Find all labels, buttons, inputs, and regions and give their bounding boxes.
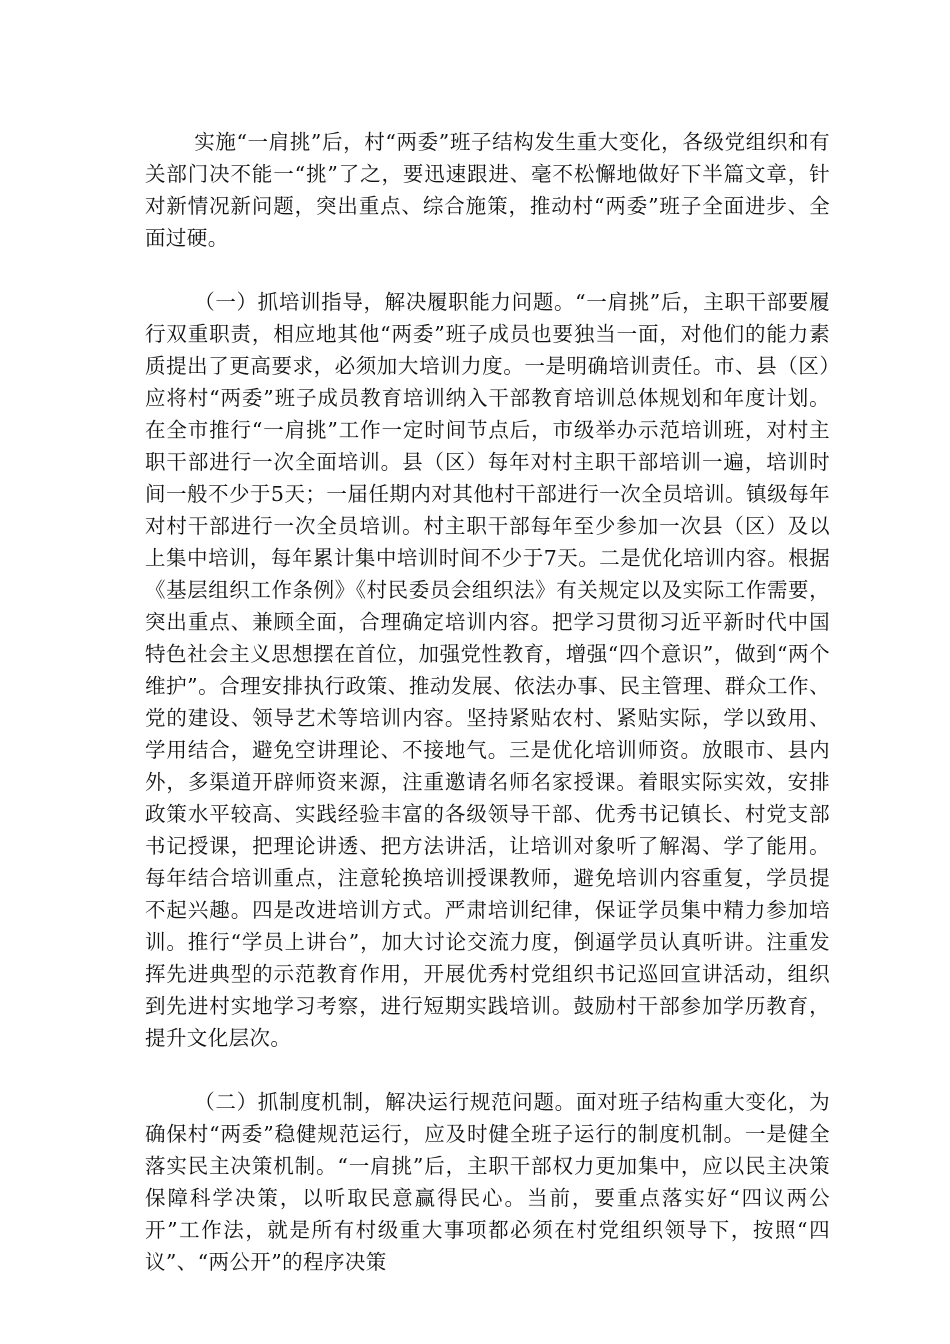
section-1-paragraph: （一）抓培训指导，解决履职能力问题。“一肩挑”后，主职干部要履行双重职责，相应地其他“两委”班子成员也要独当一面，对他们的能力素质提出了更高要求，必须加大培训力度。一是明确培训责任。市、县（区）应将村“两委”班子成员教育培训纳入干部教育培训总体规划和年度计划。在全市推行“一肩挑”工作一定时间节点后，市级举办示范培训班，对村主职干部进行一次全面培训。县（区）每年对村主职干部培训一遍，培训时间一般不少于5天；一届任期内对其他村干部进行一次全员培训。镇级每年对村干部进行一次全员培训。村主职干部每年至少参加一次县（区）及以上集中培训，每年累计集中培训时间不少于7天。二是优化培训内容。根据《基层组织工作条例》《村民委员会组织法》有关规定以及实际工作需要，突出重点、兼顾全面，合理确定培训内容。把学习贯彻习近平新时代中国特色社会主义思想摆在首位，加强党性教育，增强“四个意识”，做到“两个维护”。合理安排执行政策、推动发展、依法办事、民主管理、群众工作、党的建设、领导艺术等培训内容。坚持紧贴农村、紧贴实际，学以致用、学用结合，避免空讲理论、不接地气。三是优化培训师资。放眼市、县内外，多渠道开辟师资来源，注重邀请名师名家授课。着眼实际实效，安排政策水平较高、实践经验丰富的各级领导干部、优秀书记镇长、村党支部书记授课，把理论讲透、把方法讲活，让培训对象听了解渴、学了能用。每年结合培训重点，注意轮换培训授课教师，避免培训内容重复，学员提不起兴趣。四是改进培训方式。严肃培训纪律，保证学员集中精力参加培训。推行“学员上讲台”，加大讨论交流力度，倒逼学员认真听讲。注重发挥先进典型的示范教育作用，开展优秀村党组织书记巡回宣讲活动，组织到先进村实地学习考察，进行短期实践培训。鼓励村干部参加学历教育，提升文化层次。 xyxy=(145,290,830,1050)
intro-paragraph: 实施“一肩挑”后，村“两委”班子结构发生重大变化，各级党组织和有关部门决不能一“挑”了之，要迅速跟进、毫不松懈地做好下半篇文章，针对新情况新问题，突出重点、综合施策，推动村“两委”班子全面进步、全面过硬。 xyxy=(145,130,830,250)
document-page xyxy=(145,126,830,1278)
section-2-paragraph: （二）抓制度机制，解决运行规范问题。面对班子结构重大变化，为确保村“两委”稳健规范运行，应及时健全班子运行的制度机制。一是健全落实民主决策机制。“一肩挑”后，主职干部权力更加集中，应以民主决策保障科学决策，以听取民意赢得民心。当前，要重点落实好“四议两公开”工作法，就是所有村级重大事项都必须在村党组织领导下，按照“四议”、“两公开”的程序决策 xyxy=(145,1090,830,1274)
